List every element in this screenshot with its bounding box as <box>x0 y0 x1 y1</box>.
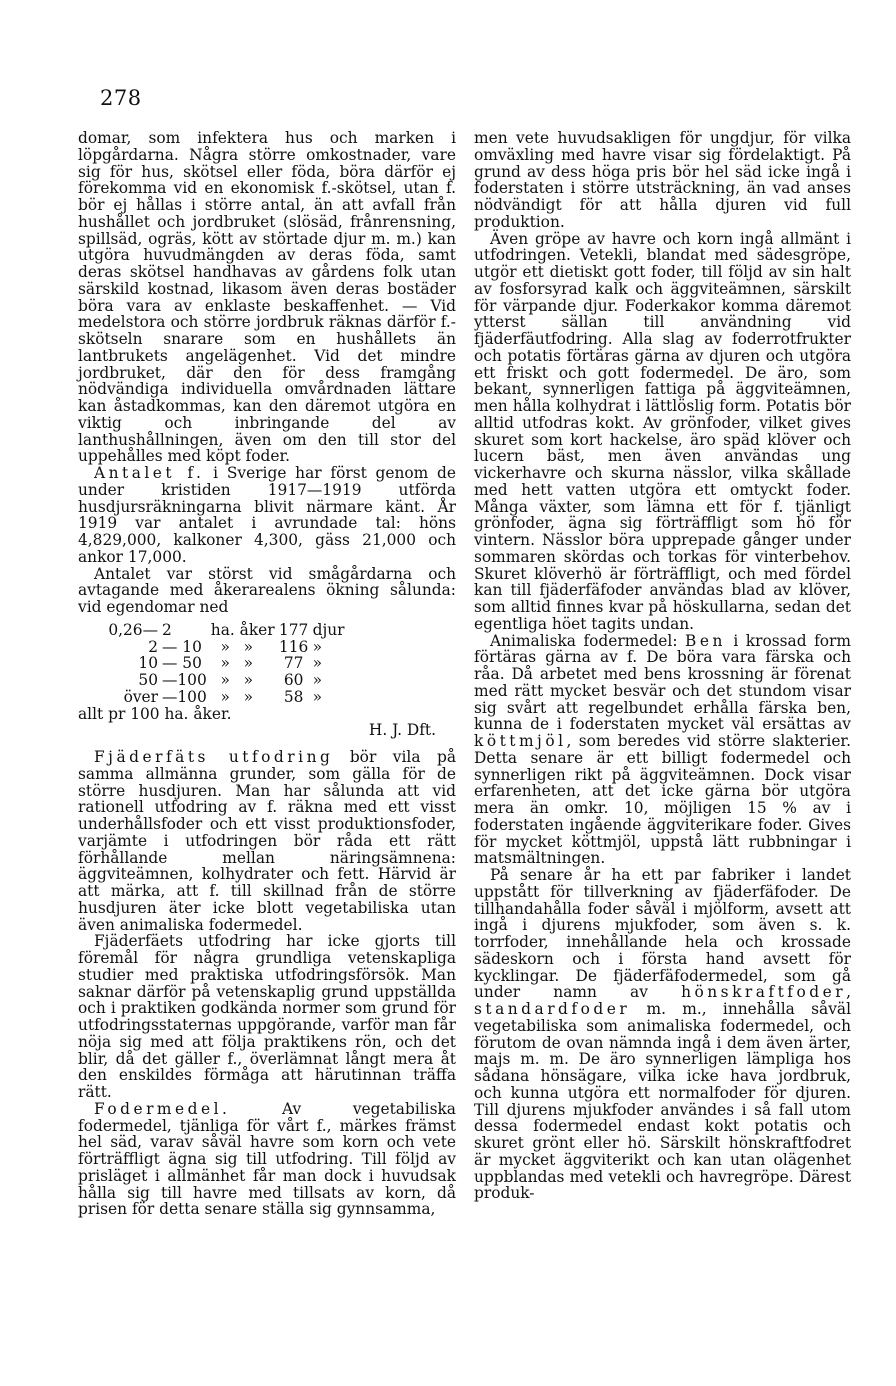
table-row <box>78 639 357 656</box>
table-cell: över <box>123 687 158 706</box>
paragraph: På senare år ha ett par fabriker i landet uppstått för tillverkning av fjäderfäfoder. De tillhandahålla foder såväl i mjölform, avsett att ingå i djurens mjukfoder, som även s. k. torrfoder, innehållande hela och krossade sädeskorn och i första hand avsett för kycklingar. De fjäderfäfodermedel, som gå under namn av hönskraftfoder, standardfoder m. m., innehålla såväl vegetabiliska som animaliska fodermedel, och förutom de ovan nämnda ingå i dem även ärter, majs m. m. De äro synnerligen lämpliga hos sådana hönsägare, vilka icke hava jordbruk, och kunna utgöra ett normalfoder för djuren. Till djurens mjukfoder användes i så fall utom dessa fodermedel endast kokt potatis och skuret grönt eller hö. Särskilt hönskraftfodret är mycket äggviterikt och kan utan olägenhet uppblandas med vetekli och havregröpe. Därest produk- <box>474 866 851 1203</box>
paragraph: Fjäderfäets utfodring har icke gjorts till föremål för några grundliga vetenskapliga studier med praktiska utfodringsförsök. Man saknar därför på vetenskaplig grund uppställda och i praktiken godkända normer som grund för utfodringsstaternas uppgörande, varför man får nöja sig med att följa praktikens rön, och det blir, då det gäller f., överlämnat långt mera åt den enskildes förmåga att härutinnan träffa rätt. <box>78 932 456 1101</box>
table-cell: » <box>243 687 254 706</box>
right-column <box>474 130 851 1202</box>
paragraph: Antalet f. i Sverige har först genom de under kristiden 1917—1919 utförda husdjursräkningarna blivit närmare känt. År 1919 var antalet i avrundade tal: höns 4,829,000, kalkoner 4,300, gäss 21,000 och ankor 17,000. <box>78 464 456 566</box>
spaced-heading: Antalet f. <box>94 464 205 482</box>
table-cell: » <box>220 637 230 656</box>
table-cell: —100 <box>162 671 207 689</box>
table-cell: 60 <box>283 671 304 689</box>
paragraph: Även gröpe av havre och korn ingå allmänt i utfodringen. Vetekli, blandat med sädesgröpe, utgör ett dietiskt gott foder, till följd av sin halt av fosforsyrad kalk och äggviteämnen, särskilt för värpande djur. Foderkakor komma däremot ytterst sällan till användning vid fjäderfäutfodring. Alla slag av foderrotfrukter och potatis förtäras gärna av djuren och utgöra ett friskt och gott fodermedel. De äro, som bekant, synnerligen fattiga på äggviteämnen, men hålla kolhydrat i lättlöslig form. Potatis bör alltid utfodras kokt. Av grönfoder, vilket gives skuret som kort hackelse, äro späd klöver och lucern bäst, men även användas ung vickerhavre och skurna nässlor, vilka skållade med hett vatten utgöra ett omtyckt foder. Många växter, som lämna ett för f. tjänligt grönfoder, ägna sig förträffligt som hö för vintern. Nässlor böra upprepade gånger under sommaren skördas och torkas för vinterbehov. Skuret klöverhö är förträffligt, och med fördel kan till fjäderfäfoder användas blad av klöver, som alltid finnes kvar på höskullarna, sedan det egentliga höet tagits undan. <box>474 229 851 633</box>
table-cell: 0,26— <box>108 620 158 639</box>
author-signature: H. J. Dft. <box>368 721 436 740</box>
table-cell: » <box>312 687 323 706</box>
table-footnote: allt pr 100 ha. åker. <box>78 704 232 723</box>
spaced-heading: standardfoder <box>474 1000 631 1018</box>
table-cell: — 10 <box>162 637 202 656</box>
table-cell: 77 <box>283 654 304 673</box>
table-cell: djur <box>312 620 345 639</box>
table-cell: » <box>243 671 254 689</box>
table-cell: » <box>243 637 254 656</box>
paragraph: Animaliska fodermedel: Ben i krossad form förtäras gärna av f. De böra vara färska och råa. Då arbetet med bens krossning är förenat med rätt mycket besvär och det stundom visar sig svårt att regelbundet erhålla färska ben, kunna de i foderstaten mycket väl ersättas av köttmjöl, som beredes vid större slakterier. Detta senare är ett billigt fodermedel och synnerligen rikt på äggviteämnen. Dock visar erfarenheten, att det icke gärna bör utgöra mera än omkr. 10, möjligen 15 % av i foderstaten ingående äggviterikare foder. Gives för mycket köttmjöl, uppstå lätt rubbningar i matsmältningen. <box>474 631 851 868</box>
table-row <box>78 689 357 706</box>
table-cell: » <box>312 637 323 656</box>
table-cell: 58 <box>283 687 304 706</box>
table-cell: — 50 <box>162 654 202 673</box>
table-cell: » <box>220 687 230 706</box>
spaced-heading: Fjäderfäts utfodring <box>94 748 334 766</box>
table-cell: 50 <box>138 671 158 689</box>
paragraph: Fodermedel. Av vegetabiliska fodermedel, tjänliga för vårt f., märkes främst hel säd, varav såväl havre som korn och vete förträffligt ägna sig till utfodring. Till följd av prisläget i allmänhet får man dock i huvudsak hålla sig till havre med tillsats av korn, då prisen för detta senare ställa sig gynnsamma, <box>78 1099 456 1219</box>
spaced-heading: Ben <box>685 631 726 650</box>
spaced-heading: hönskraftfoder <box>681 983 847 1002</box>
table-cell: 2 <box>148 637 158 656</box>
page-number: 278 <box>100 86 142 110</box>
table-cell: » <box>220 654 230 673</box>
table-cell: 2 <box>162 620 172 639</box>
table-row <box>78 622 357 639</box>
paragraph: men vete huvudsakligen för ungdjur, för vilka omväxling med havre visar sig fördelaktigt. På grund av dess höga pris bör hel säd icke ingå i foderstaten i större utsträckning, än vad anses nödvändigt för att hålla djuren vid full produktion. <box>474 129 851 231</box>
table-cell: » <box>312 654 323 673</box>
paragraph: Antalet var störst vid smågårdarna och avtagande med åkerarealens ökning sålunda: vid egendomar ned <box>78 564 456 616</box>
table-row <box>78 655 357 672</box>
table-cell: 177 <box>278 620 309 639</box>
table-row <box>78 672 357 689</box>
spaced-heading: Fodermedel. <box>94 1099 231 1118</box>
table-cell: » <box>312 671 323 689</box>
paragraph: domar, som infektera hus och marken i löpgårdarna. Några större omkostnader, vare sig för hus, skötsel eller föda, böra därför ej förekomma vid en ekonomisk f.-skötsel, utan f. bör ej hållas i större antal, än att avfall från hushållet och jordbruket (slösäd, frånrensning, spillsäd, ogräs, kött av störtade djur m. m.) kan utgöra huvudmängden av deras föda, samt deras skötsel handhavas av gårdens folk utan särskild kostnad, likasom även deras bostäder böra vara av enklaste beskaffenhet. — Vid medelstora och större jordbruk räknas därför f.-skötseln snarare som en hushållets än lantbrukets angelägenhet. Vid det mindre jordbruket, där den för dess framgång nödvändiga individuella omvårdnaden lättare kan åstadkommas, kan den däremot utgöra en viktig och inbringande del av lanthushållningen, även om den till stor del uppehålles med köpt foder. <box>78 129 456 466</box>
spaced-heading: köttmjöl <box>474 732 567 750</box>
table-cell: 10 <box>138 654 158 673</box>
table-cell: » <box>220 671 230 689</box>
table-cell: » <box>243 654 254 673</box>
table-cell: 116 <box>278 637 309 656</box>
left-column <box>78 130 456 1218</box>
paragraph: Fjäderfäts utfodring bör vila på samma allmänna grunder, som gälla för de större husdjuren. Man har sålunda att vid rationell utfodring av f. räkna med ett visst underhållsfoder och ett visst produktionsfoder, varjämte i utfodringen bör råda ett rätt förhållande mellan näringsämnena: äggviteämnen, kolhydrater och fett. Härvid är att märka, att f. till skillnad från de större husdjuren äter icke blott vegetabiliska utan även animaliska fodermedel. <box>78 748 456 934</box>
table-cell: ha. åker <box>210 620 275 639</box>
table-cell: —100 <box>162 687 207 706</box>
statistics-table <box>78 622 357 706</box>
